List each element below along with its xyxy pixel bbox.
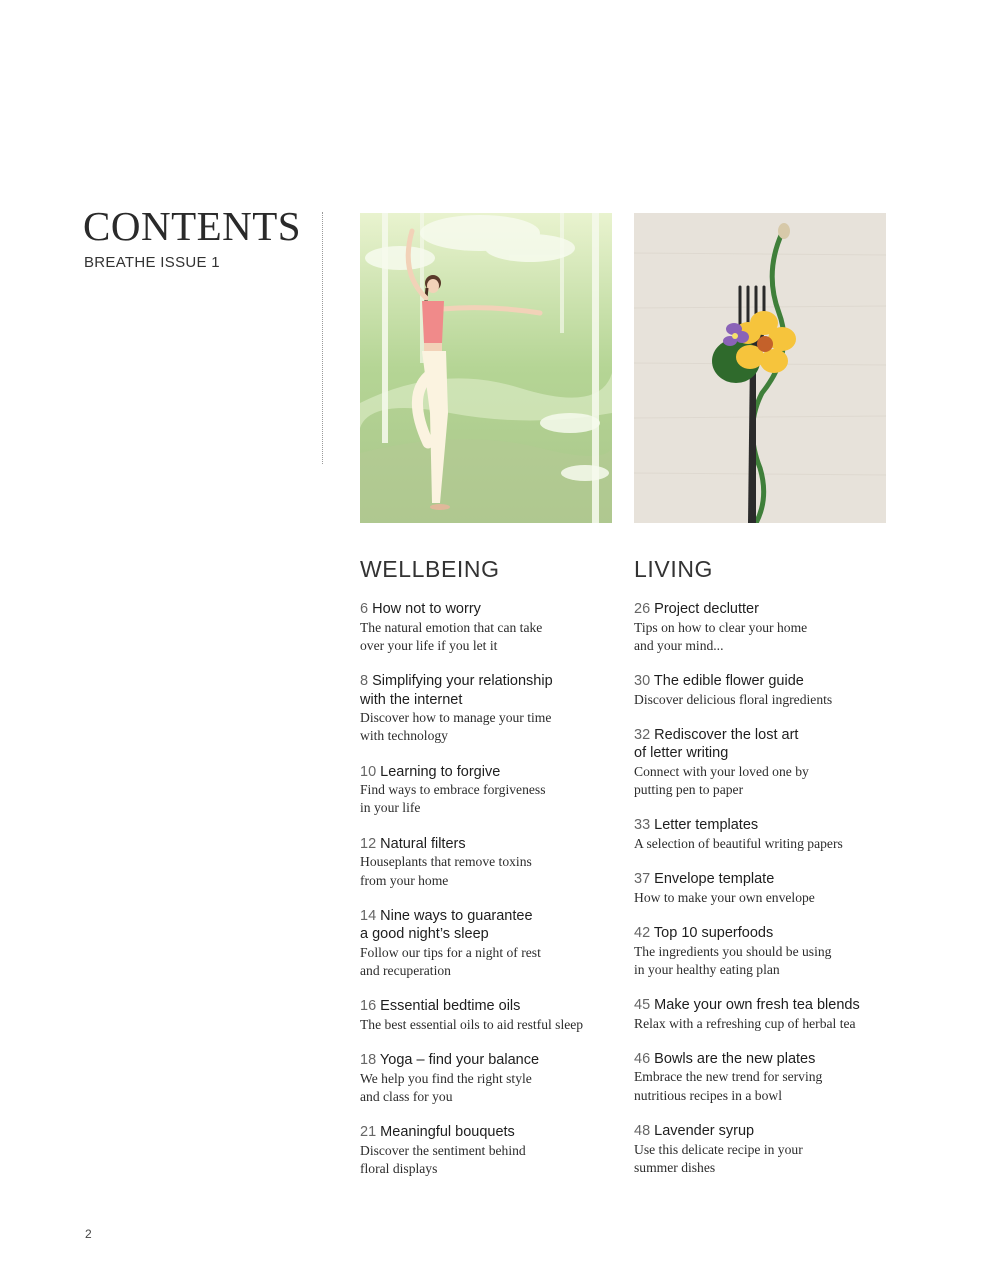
entry-title [634,996,896,1015]
entry-description-line: in your healthy eating plan [634,961,780,977]
entry-title-line: Make your own fresh tea blends [654,997,860,1014]
contents-entry [360,763,622,818]
entry-page-number: 42 [634,925,651,942]
entry-title-line: Lavender syrup [654,1123,755,1140]
entry-page-number: 48 [634,1123,651,1140]
entry-page-number: 33 [634,817,651,834]
entry-title [360,600,622,619]
entry-title-line: a good night’s sleep [360,926,489,943]
entry-title [634,1050,896,1069]
entry-title-line: Envelope template [654,871,775,888]
entry-description-line: and recuperation [360,963,451,979]
entry-title [634,870,896,889]
entry-description [634,889,896,907]
entry-page-number: 30 [634,673,651,690]
contents-entry [634,1050,896,1105]
fork-flower-photo [634,213,886,523]
entry-title-line: Natural filters [380,835,466,852]
section-heading-living: LIVING [634,556,714,582]
entry-title-line: The edible flower guide [653,673,804,690]
entry-title-line: Rediscover the lost art [654,726,799,743]
entry-title-line: Top 10 superfoods [653,925,774,942]
entry-description-line: We help you find the right style [360,1070,532,1086]
entry-title [360,997,622,1016]
entry-title [634,672,896,691]
entry-description-line: Discover how to manage your time [360,710,552,726]
wellbeing-list [360,600,622,1195]
entry-description-line: Embrace the new trend for serving [634,1069,823,1085]
entry-title-line: with the internet [360,691,463,708]
entry-description [360,944,622,981]
entry-title-line: Nine ways to guarantee [380,907,533,924]
entry-description-line: over your life if you let it [360,637,498,653]
entry-title-line: How not to worry [372,601,481,617]
page-number: 2 [85,1227,92,1241]
entry-description-line: in your life [360,800,421,816]
entry-page-number: 12 [360,835,377,852]
entry-page-number: 26 [634,601,651,617]
entry-description-line: The best essential oils to aid restful sleep [360,1016,584,1032]
entry-page-number: 37 [634,871,651,888]
contents-entry [360,835,622,890]
entry-title [360,672,622,709]
entry-page-number: 8 [360,673,369,690]
entry-title-line: Learning to forgive [380,763,501,780]
entry-title-line: Meaningful bouquets [380,1124,515,1141]
entry-title-line: Essential bedtime oils [380,998,521,1015]
entry-title [360,835,622,854]
entry-description [360,1070,622,1107]
entry-page-number: 14 [360,907,377,924]
entry-description-line: nutritious recipes in a bowl [634,1087,782,1103]
entry-description [634,1015,896,1033]
entry-description [360,1016,622,1034]
entry-page-number: 21 [360,1124,377,1141]
contents-entry [634,996,896,1033]
entry-description-line: and class for you [360,1089,453,1105]
living-list [634,600,896,1194]
entry-description-line: and your mind... [634,637,724,653]
entry-title-line: Bowls are the new plates [654,1050,816,1067]
entry-title [360,763,622,782]
entry-description-line: Find ways to embrace forgiveness [360,782,546,798]
contents-entry [634,600,896,655]
entry-description-line: Use this delicate recipe in your [634,1141,803,1157]
entry-description [360,1142,622,1179]
contents-entry [634,816,896,853]
entry-description [634,1068,896,1105]
entry-page-number: 46 [634,1050,651,1067]
contents-entry [360,997,622,1034]
entry-title [634,1122,896,1141]
entry-page-number: 6 [360,601,369,617]
entry-description-line: Connect with your loved one by [634,763,809,779]
entry-description-line: How to make your own envelope [634,889,815,905]
entry-description [634,943,896,980]
page-title: CONTENTS [83,203,302,249]
entry-title [634,600,896,619]
entry-description-line: Discover delicious floral ingredients [634,691,833,707]
entry-description [360,781,622,818]
entry-description-line: Follow our tips for a night of rest [360,944,541,960]
contents-entry [360,600,622,655]
entry-page-number: 10 [360,763,377,780]
entry-page-number: 16 [360,998,377,1015]
contents-entry [360,672,622,746]
entry-title-line: Simplifying your relationship [372,673,553,690]
entry-description [634,763,896,800]
entry-description-line: from your home [360,872,449,888]
contents-entry [634,924,896,979]
entry-description-line: floral displays [360,1161,438,1177]
entry-description [634,619,896,656]
entry-page-number: 18 [360,1052,377,1069]
entry-description-line: with technology [360,728,448,744]
entry-description-line: summer dishes [634,1159,716,1175]
issue-subtitle: BREATHE ISSUE 1 [84,254,220,271]
entry-description [634,691,896,709]
entry-title [634,924,896,943]
dotted-divider [322,212,323,464]
entry-description-line: A selection of beautiful writing papers [634,835,843,851]
entry-description [634,835,896,853]
entry-title-line: of letter writing [634,745,729,762]
contents-entry [360,907,622,981]
entry-description-line: Relax with a refreshing cup of herbal tea [634,1015,856,1031]
entry-description-line: putting pen to paper [634,782,744,798]
contents-entry [634,870,896,907]
entry-page-number: 45 [634,997,651,1014]
entry-title [360,1051,622,1070]
entry-description-line: The natural emotion that can take [360,619,543,635]
entry-title-line: Letter templates [654,817,759,834]
entry-description [634,1141,896,1178]
contents-entry [634,1122,896,1177]
entry-description-line: Houseplants that remove toxins [360,854,532,870]
contents-entry [360,1051,622,1106]
entry-description-line: Tips on how to clear your home [634,619,808,635]
entry-page-number: 32 [634,726,651,743]
contents-entry [634,726,896,800]
entry-description-line: The ingredients you should be using [634,943,832,959]
entry-title [634,816,896,835]
entry-description [360,619,622,656]
entry-title [360,1123,622,1142]
yoga-illustration [360,213,612,523]
contents-entry [360,1123,622,1178]
entry-description [360,709,622,746]
section-heading-wellbeing: WELLBEING [360,556,500,582]
contents-entry [634,672,896,709]
entry-title-line: Project declutter [654,601,759,617]
entry-title [360,907,622,944]
entry-description [360,853,622,890]
entry-title [634,726,896,763]
entry-title-line: Yoga – find your balance [379,1052,540,1069]
entry-description-line: Discover the sentiment behind [360,1142,526,1158]
